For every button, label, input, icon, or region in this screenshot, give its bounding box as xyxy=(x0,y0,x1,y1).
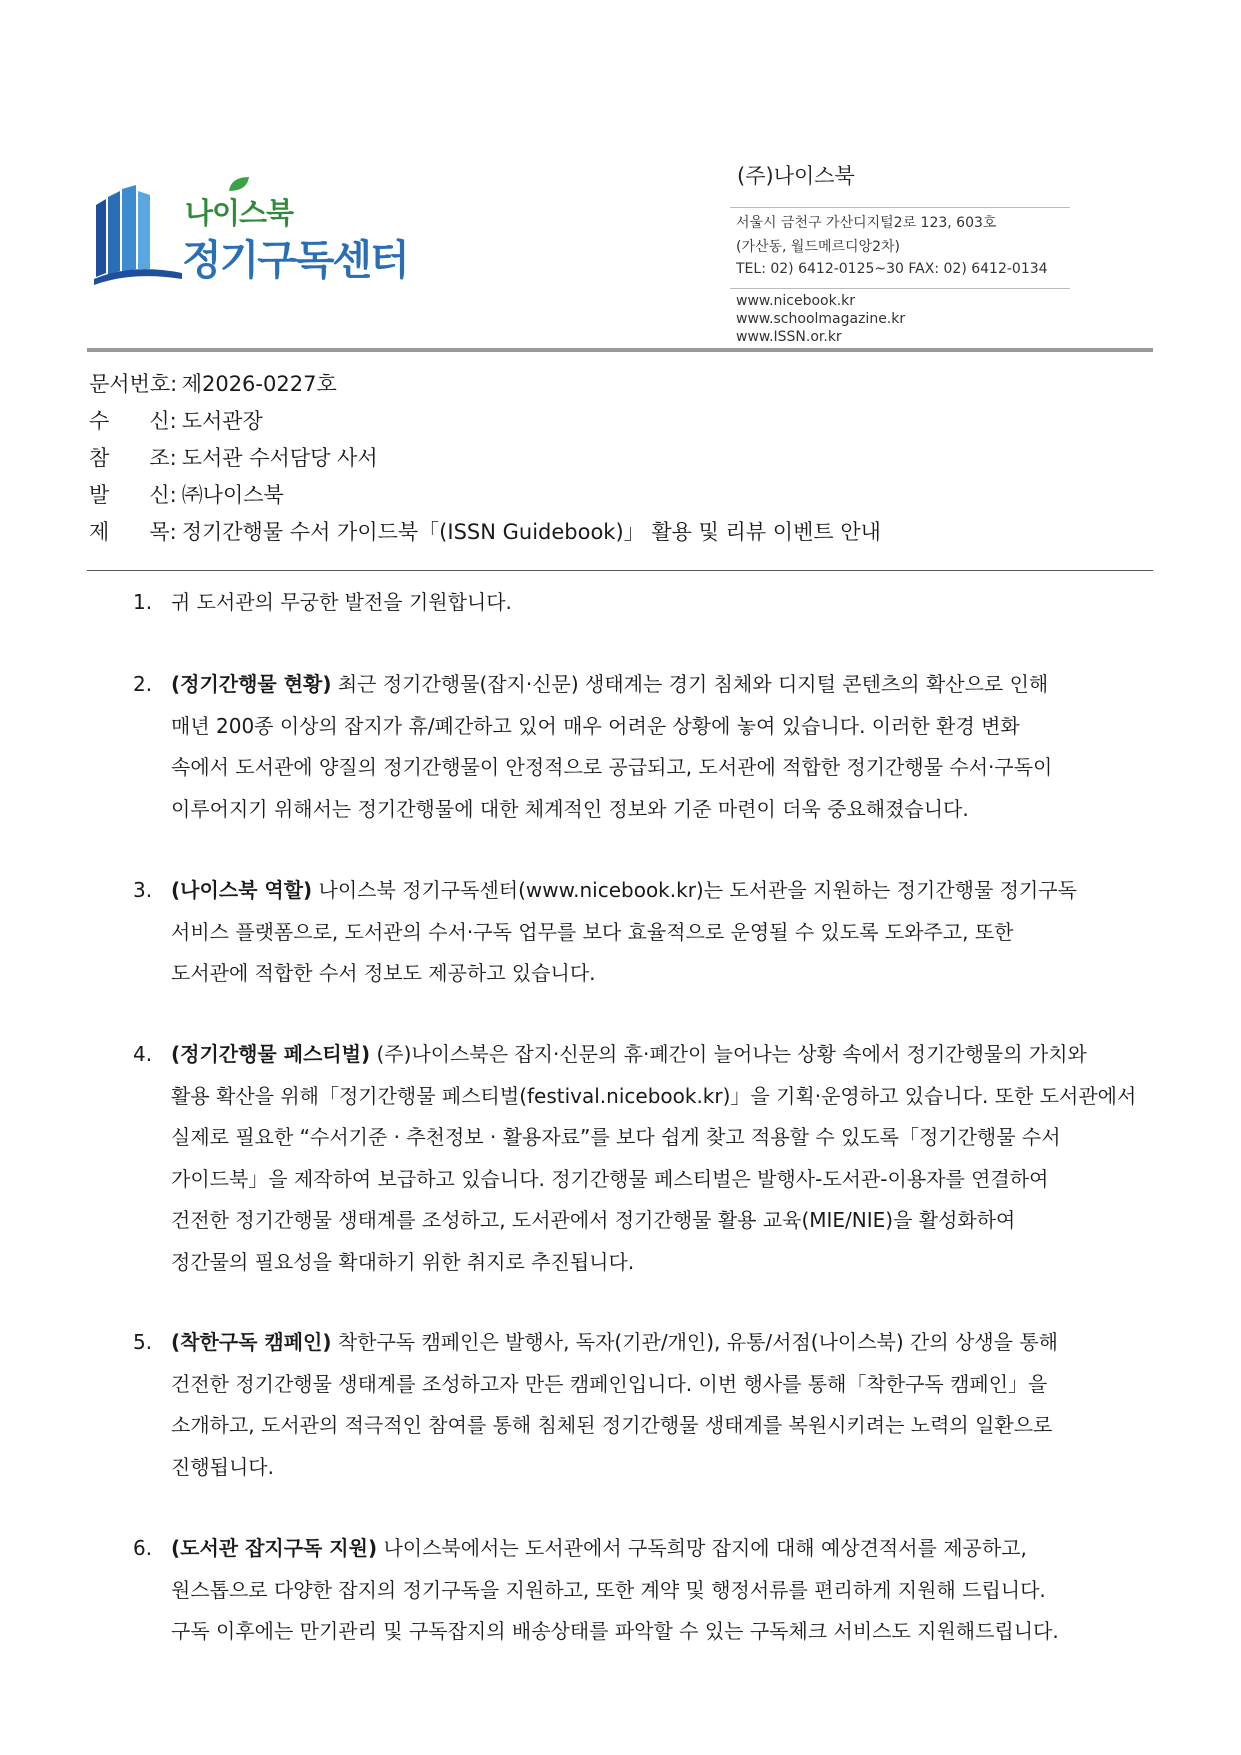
website-link[interactable]: www.ISSN.or.kr xyxy=(736,329,842,345)
reference: 도서관 수서담당 사서 xyxy=(181,446,378,470)
logo-books-icon xyxy=(92,185,187,285)
item-line: 도서관에 적합한 수서 정보도 제공하고 있습니다. xyxy=(171,961,596,985)
list-item xyxy=(133,1528,1183,1653)
item-line: 소개하고, 도서관의 적극적인 참여를 통해 침체된 정기간행물 생태계를 복원시키려는 노력의 일환으로 xyxy=(171,1413,1053,1437)
list-item xyxy=(133,1034,1183,1283)
item-line: 활용 확산을 위해「정기간행물 페스티벌(festival.nicebook.kr)」을 기획·운영하고 있습니다. 또한 도서관에서 xyxy=(171,1083,1137,1108)
subject-row xyxy=(89,516,881,546)
item-line: 서비스 플랫폼으로, 도서관의 수서·구독 업무를 보다 효율적으로 운영될 수 있도록 도와주고, 또한 xyxy=(171,919,1014,944)
item-line: 나이스북 정기구독센터(www.nicebook.kr)는 도서관을 지원하는 정기간행물 정기구독 xyxy=(312,878,1077,902)
item-line: 실제로 필요한 “수서기준 · 추천정보 · 활용자료”를 보다 쉽게 찾고 적용할 수 있도록「정기간행물 수서 xyxy=(171,1125,1061,1149)
item-line: 건전한 정기간행물 생태계를 조성하고자 만든 캠페인입니다. 이번 행사를 통해「착한구독 캠페인」을 xyxy=(171,1371,1048,1396)
sender: ㈜나이스북 xyxy=(181,483,284,507)
item-line: 매년 200종 이상의 잡지가 휴/폐간하고 있어 매우 어려운 상황에 놓여 있습니다. 이러한 환경 변화 xyxy=(171,713,1020,738)
item-number: 6. xyxy=(133,1536,153,1560)
address-line: (가산동, 월드메르디앙2차) xyxy=(736,239,900,255)
list-item xyxy=(133,664,1183,830)
recipient: 도서관장 xyxy=(181,409,263,433)
item-line: 건전한 정기간행물 생태계를 조성하고, 도서관에서 정기간행물 활용 교육(MIE/NIE)을 활성화하여 xyxy=(171,1208,1016,1232)
item-line: 가이드북」을 제작하여 보급하고 있습니다. 정기간행물 페스티벌은 발행사-도서관-이용자를 연결하여 xyxy=(171,1166,1049,1191)
item-number: 2. xyxy=(133,672,153,696)
list-item xyxy=(133,1322,1183,1488)
item-line: 원스톱으로 다양한 잡지의 정기구독을 지원하고, 또한 계약 및 행정서류를 편리하게 지원해 드립니다. xyxy=(171,1577,1046,1602)
doc-number-row xyxy=(89,368,337,398)
item-number: 5. xyxy=(133,1330,153,1354)
item-number: 3. xyxy=(133,878,153,902)
item-line: 최근 정기간행물(잡지·신문) 생태계는 경기 침체와 디지털 콘텐츠의 확산으로 인해 xyxy=(331,672,1049,696)
recipient-row xyxy=(89,405,263,435)
item-line: 구독 이후에는 만기관리 및 구독잡지의 배송상태를 파악할 수 있는 구독체크 서비스도 지원해드립니다. xyxy=(171,1619,1059,1643)
logo-text-big: 정기구독센터 xyxy=(182,236,408,284)
subject-label: 제 목: xyxy=(89,520,177,544)
item-title: (도서관 잡지구독 지원) xyxy=(171,1536,378,1560)
item-title: (정기간행물 현황) xyxy=(171,672,332,696)
website-block xyxy=(730,288,1070,345)
item-line: (주)나이스북은 잡지·신문의 휴·폐간이 늘어나는 상황 속에서 정기간행물의 가치와 xyxy=(370,1042,1087,1066)
address-block xyxy=(730,207,1070,277)
item-number: 4. xyxy=(133,1042,153,1066)
doc-number-label: 문서번호: xyxy=(89,372,178,396)
item-line: 이루어지기 위해서는 정기간행물에 대한 체계적인 정보와 기준 마련이 더욱 중요해졌습니다. xyxy=(171,796,969,821)
subject: 정기간행물 수서 가이드북「(ISSN Guidebook)」 활용 및 리뷰 이벤트 안내 xyxy=(181,520,881,544)
reference-row xyxy=(89,442,378,472)
item-title: (나이스북 역할) xyxy=(171,878,313,902)
item-title: (정기간행물 페스티벌) xyxy=(171,1042,371,1066)
item-line: 귀 도서관의 무궁한 발전을 기원합니다. xyxy=(171,590,512,614)
item-title: (착한구독 캠페인) xyxy=(171,1330,332,1354)
website-link[interactable]: www.nicebook.kr xyxy=(736,293,856,309)
item-line: 착한구독 캠페인은 발행사, 독자(기관/개인), 유통/서점(나이스북) 간의 상생을 통해 xyxy=(331,1330,1058,1354)
meta-divider xyxy=(87,570,1153,571)
logo xyxy=(92,175,408,285)
company-name: (주)나이스북 xyxy=(737,164,855,188)
item-line: 정간물의 필요성을 확대하기 위한 취지로 추진됩니다. xyxy=(171,1249,635,1274)
list-item xyxy=(133,582,1183,624)
list-item xyxy=(133,870,1183,995)
logo-text-small: 나이스북 xyxy=(185,196,294,230)
item-line: 속에서 도서관에 양질의 정기간행물이 안정적으로 공급되고, 도서관에 적합한 정기간행물 수서·구독이 xyxy=(171,755,1053,779)
item-line: 나이스북에서는 도서관에서 구독희망 잡지에 대해 예상견적서를 제공하고, xyxy=(377,1536,1027,1560)
item-line: 진행됩니다. xyxy=(171,1454,274,1479)
address-line: 서울시 금천구 가산디지털2로 123, 603호 xyxy=(736,215,997,231)
tel-fax: TEL: 02) 6412-0125~30 FAX: 02) 6412-0134 xyxy=(736,261,1048,277)
doc-number: 제2026-0227호 xyxy=(181,372,337,396)
website-link[interactable]: www.schoolmagazine.kr xyxy=(736,311,906,327)
recipient-label: 수 신: xyxy=(89,409,177,433)
reference-label: 참 조: xyxy=(89,446,177,470)
sender-label: 발 신: xyxy=(89,483,177,507)
item-number: 1. xyxy=(133,590,153,614)
header-divider xyxy=(87,348,1153,352)
sender-row xyxy=(89,479,284,509)
